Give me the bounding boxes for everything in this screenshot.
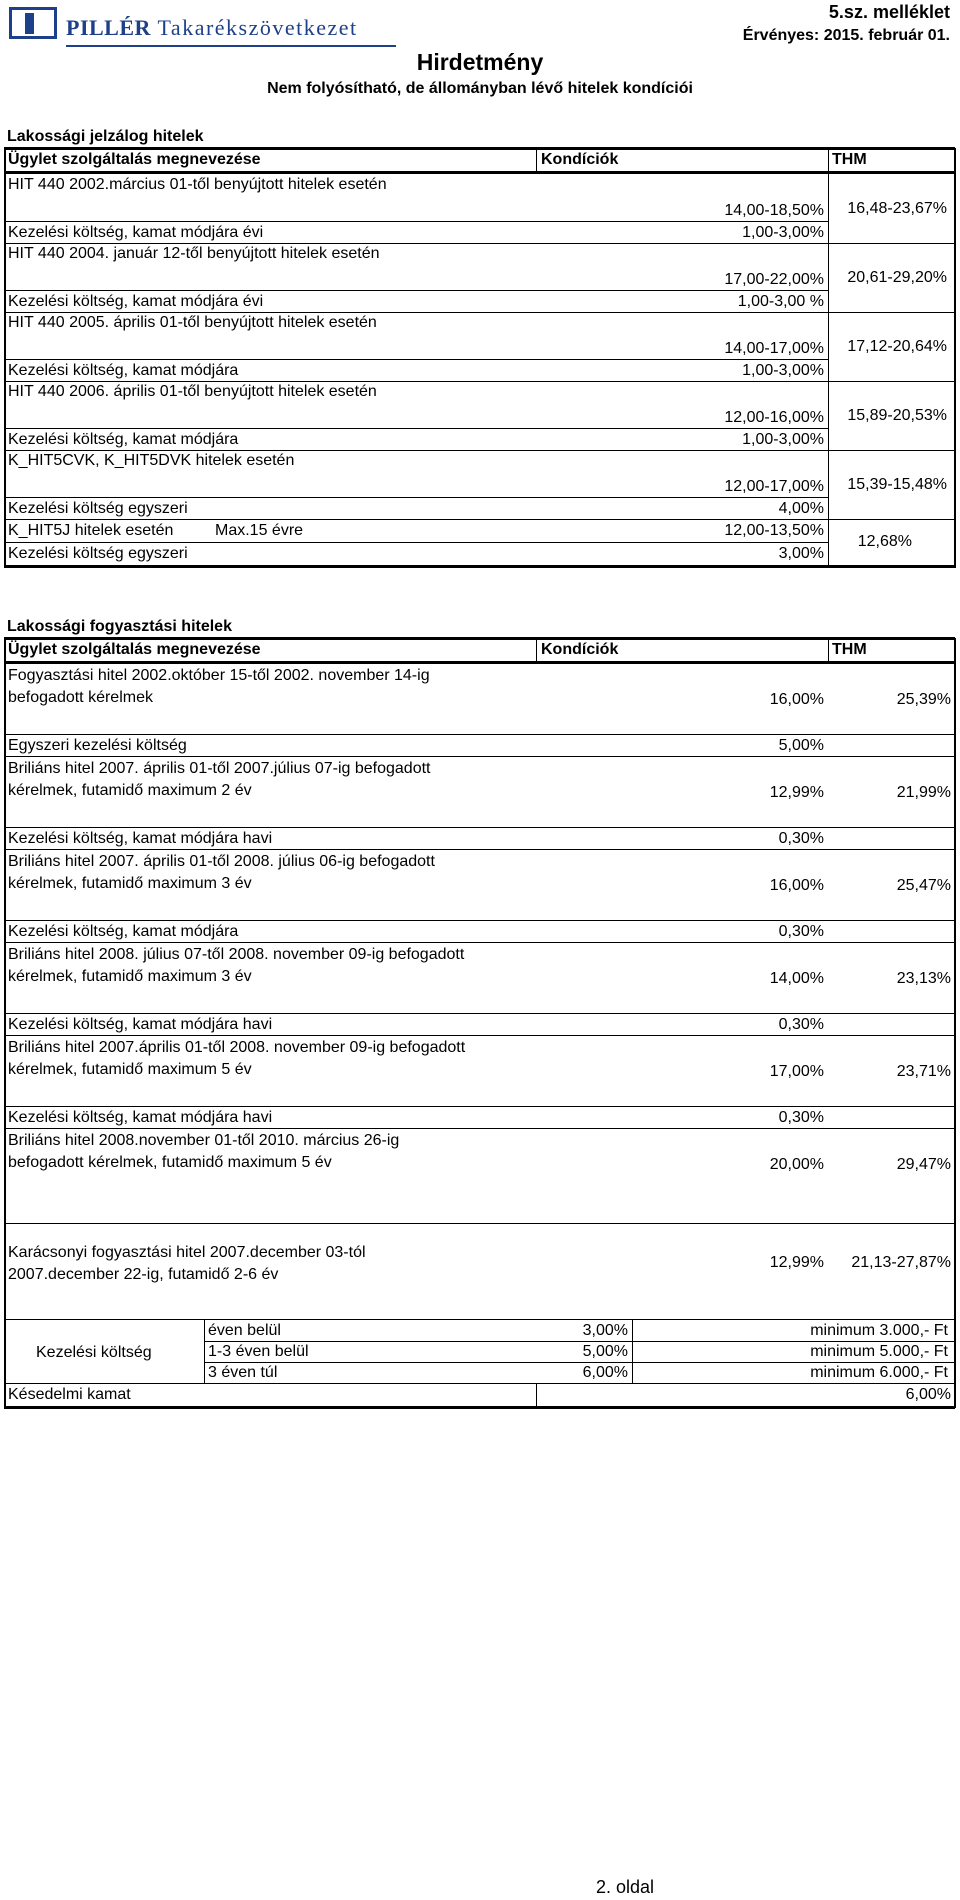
table-rule (204, 1320, 205, 1384)
table-rule (4, 428, 828, 429)
loan-name: HIT 440 2005. április 01-től benyújtott hitelek esetén (8, 314, 377, 331)
fee-name: Kezelési költség, kamat módjára havi (8, 1109, 273, 1126)
logo-underline (66, 45, 396, 47)
fee-rate: 3,00% (582, 1322, 628, 1339)
fee-name: Kezelési költség egyszeri (8, 500, 188, 517)
loan-name: Briliáns hitel 2008.november 01-től 2010. március 26-ig (8, 1132, 400, 1149)
fee-rate: 6,00% (582, 1364, 628, 1381)
fee-value: 1,00-3,00 % (737, 293, 824, 310)
table-rule (4, 497, 828, 498)
thm-value: 15,89-20,53% (847, 407, 947, 424)
loan-name: K_HIT5CVK, K_HIT5DVK hitelek esetén (8, 452, 295, 469)
table-rule (4, 827, 955, 828)
interest-rate: 14,00-17,00% (724, 340, 824, 357)
interest-rate: 14,00% (769, 970, 824, 987)
interest-rate: 16,00% (769, 877, 824, 894)
loan-name: K_HIT5J hitelek esetén (8, 522, 174, 539)
interest-rate: 16,00% (769, 691, 824, 708)
late-interest-value: 6,00% (905, 1386, 951, 1403)
fee-name: Kezelési költség, kamat módjára évi (8, 224, 264, 241)
thm-value: 23,13% (896, 970, 951, 987)
table-rule (4, 637, 955, 640)
fee-name: Kezelési költség, kamat módjára havi (8, 1016, 273, 1033)
thm-value: 20,61-29,20% (847, 269, 947, 286)
table-rule (4, 148, 6, 568)
table-rule (4, 1319, 955, 1320)
loan-name: HIT 440 2002.március 01-től benyújtott hitelek esetén (8, 176, 387, 193)
interest-rate: 12,99% (769, 1254, 824, 1271)
fee-value: 0,30% (778, 1016, 824, 1033)
thm-value: 21,13-27,87% (851, 1254, 951, 1271)
table-rule (4, 1128, 955, 1129)
fee-minimum: minimum 5.000,- Ft (810, 1343, 948, 1360)
interest-rate: 20,00% (769, 1156, 824, 1173)
fee-value: 4,00% (778, 500, 824, 517)
table-rule (4, 450, 955, 451)
loan-name: kérelmek, futamidő maximum 5 év (8, 1061, 252, 1078)
page-subtitle: Nem folyósítható, de állományban lévő hitelek kondíciói (267, 80, 693, 97)
table-rule (828, 312, 829, 381)
table-rule (4, 519, 955, 520)
loan-name: Fogyasztási hitel 2002.október 15-től 2002. november 14-ig (8, 667, 430, 684)
table-rule (4, 756, 955, 757)
table-rule (828, 150, 829, 172)
table-rule (4, 1013, 955, 1014)
logo-text: PILLÉR Takarékszövetkezet (66, 15, 358, 40)
table-rule (828, 450, 829, 519)
fee-name: Kezelési költség, kamat módjára (8, 923, 239, 940)
table-rule (4, 849, 955, 850)
table-rule (4, 1223, 955, 1224)
table-rule (536, 150, 537, 172)
logo-icon (9, 7, 57, 39)
interest-rate: 12,00-16,00% (724, 409, 824, 426)
table-rule (632, 1320, 633, 1384)
table-rule (4, 381, 955, 382)
fee-value: 1,00-3,00% (742, 224, 824, 241)
loan-name: kérelmek, futamidő maximum 3 év (8, 875, 252, 892)
page-title: Hirdetmény (416, 49, 544, 75)
fee-name: Kezelési költség, kamat módjára (8, 431, 239, 448)
interest-rate: 12,00-17,00% (724, 478, 824, 495)
table-rule (536, 640, 537, 662)
thm-value: 25,47% (896, 877, 951, 894)
fee-name: Egyszeri kezelési költség (8, 737, 187, 754)
fee-value: 0,30% (778, 830, 824, 847)
page-number: 2. oldal (596, 1877, 655, 1897)
table-rule (4, 920, 955, 921)
fee-value: 1,00-3,00% (742, 362, 824, 379)
table-rule (204, 1341, 955, 1342)
fee-label: Kezelési költség (36, 1344, 152, 1361)
table-rule (4, 638, 6, 1408)
fee-value: 1,00-3,00% (742, 431, 824, 448)
table-rule (4, 942, 955, 943)
thm-value: 29,47% (896, 1156, 951, 1173)
table-rule (4, 1383, 955, 1384)
table-rule (4, 542, 828, 543)
table-rule (954, 148, 956, 568)
table-rule (4, 661, 955, 664)
table-rule (4, 221, 828, 222)
loan-name: kérelmek, futamidő maximum 2 év (8, 782, 252, 799)
fee-minimum: minimum 6.000,- Ft (810, 1364, 948, 1381)
table-rule (828, 640, 829, 662)
fee-rate: 5,00% (582, 1343, 628, 1360)
thm-value: 16,48-23,67% (847, 200, 947, 217)
interest-rate: 12,00-13,50% (724, 522, 824, 539)
fee-value: 0,30% (778, 1109, 824, 1126)
thm-value: 12,68% (857, 533, 912, 550)
late-interest-label: Késedelmi kamat (8, 1386, 131, 1403)
table-rule (828, 243, 829, 312)
thm-value: 21,99% (896, 784, 951, 801)
table-rule (4, 243, 955, 244)
table-rule (4, 359, 828, 360)
thm-value: 15,39-15,48% (847, 476, 947, 493)
table-rule (4, 312, 955, 313)
fee-name: Kezelési költség egyszeri (8, 545, 188, 562)
table-rule (954, 638, 956, 1408)
loan-name: HIT 440 2006. április 01-től benyújtott hitelek esetén (8, 383, 377, 400)
column-header: Ügylet szolgáltalás megnevezése (8, 641, 261, 658)
fee-name: Kezelési költség, kamat módjára (8, 362, 239, 379)
loan-name: 2007.december 22-ig, futamidő 2-6 év (8, 1266, 279, 1283)
column-header: THM (832, 151, 867, 168)
table-rule (4, 171, 955, 174)
fee-name: Kezelési költség, kamat módjára évi (8, 293, 264, 310)
table-rule (4, 147, 955, 150)
loan-name: befogadott kérelmek (8, 689, 153, 706)
table-rule (4, 1035, 955, 1036)
table-rule (828, 174, 829, 243)
loan-name: HIT 440 2004. január 12-től benyújtott hitelek esetén (8, 245, 380, 262)
loan-name: Briliáns hitel 2007. április 01-től 2007.július 07-ig befogadott (8, 760, 431, 777)
fee-minimum: minimum 3.000,- Ft (810, 1322, 948, 1339)
table-rule (828, 519, 829, 566)
fee-period: 1-3 éven belül (208, 1343, 309, 1360)
interest-rate: 17,00% (769, 1063, 824, 1080)
column-header: Kondíciók (541, 151, 619, 168)
loan-name: Briliáns hitel 2007.április 01-től 2008. november 09-ig befogadott (8, 1039, 466, 1056)
section-title-consumer: Lakossági fogyasztási hitelek (7, 618, 232, 635)
table-rule (204, 1362, 955, 1363)
loan-name: kérelmek, futamidő maximum 3 év (8, 968, 252, 985)
validity-date: Érvényes: 2015. február 01. (742, 27, 950, 44)
interest-rate: 17,00-22,00% (724, 271, 824, 288)
table-rule (4, 1406, 955, 1409)
section-title-mortgage: Lakossági jelzálog hitelek (7, 128, 204, 145)
loan-name: Briliáns hitel 2007. április 01-től 2008. július 06-ig befogadott (8, 853, 435, 870)
loan-name: Briliáns hitel 2008. július 07-től 2008. november 09-ig befogadott (8, 946, 465, 963)
fee-value: 0,30% (778, 923, 824, 940)
fee-period: éven belül (208, 1322, 281, 1339)
interest-rate: 12,99% (769, 784, 824, 801)
table-rule (828, 381, 829, 450)
fee-value: 3,00% (778, 545, 824, 562)
table-rule (4, 734, 955, 735)
annex-label: 5.sz. melléklet (828, 2, 950, 22)
fee-name: Kezelési költség, kamat módjára havi (8, 830, 273, 847)
table-rule (4, 1106, 955, 1107)
fee-value: 5,00% (778, 737, 824, 754)
interest-rate: 14,00-18,50% (724, 202, 824, 219)
column-header: Ügylet szolgáltalás megnevezése (8, 151, 261, 168)
fee-period: 3 éven túl (208, 1364, 278, 1381)
column-header: Kondíciók (541, 641, 619, 658)
table-rule (4, 565, 955, 568)
column-header: THM (832, 641, 867, 658)
thm-value: 25,39% (896, 691, 951, 708)
thm-value: 17,12-20,64% (847, 338, 947, 355)
loan-term: Max.15 évre (215, 522, 304, 539)
loan-name: befogadott kérelmek, futamidő maximum 5 év (8, 1154, 332, 1171)
loan-name: Karácsonyi fogyasztási hitel 2007.december 03-tól (8, 1244, 366, 1261)
thm-value: 23,71% (896, 1063, 951, 1080)
table-rule (536, 1384, 537, 1406)
table-rule (4, 290, 828, 291)
